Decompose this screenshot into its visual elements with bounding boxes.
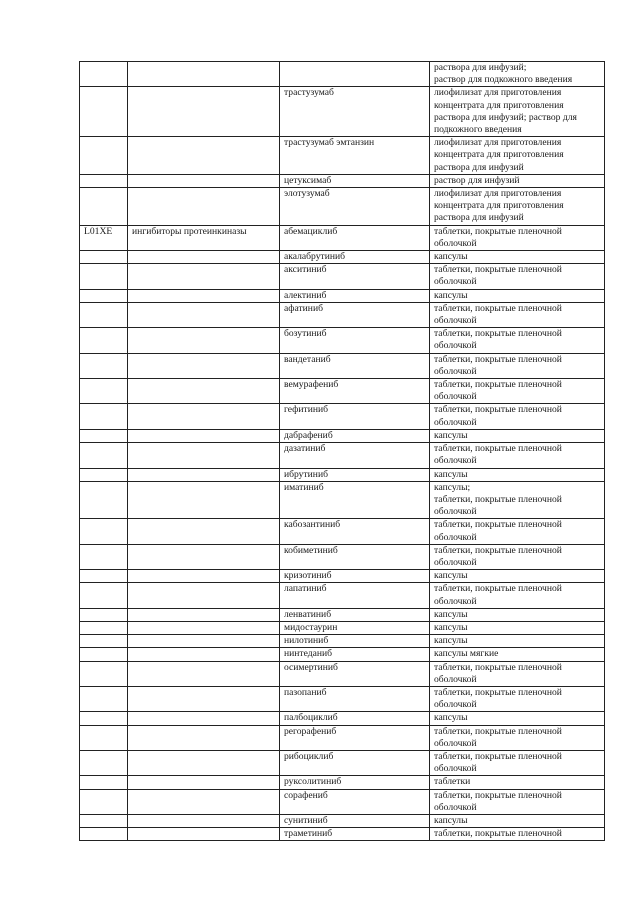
table-row xyxy=(80,251,605,264)
dosage-form-cell: капсулы xyxy=(430,712,605,725)
atc-code-cell xyxy=(80,468,128,481)
atc-code-cell xyxy=(80,686,128,711)
drug-name-cell: нинтеданиб xyxy=(280,648,430,661)
table-row xyxy=(80,789,605,814)
atc-code-cell xyxy=(80,481,128,519)
dosage-form-cell: таблетки, покрытые пленочной оболочкой xyxy=(430,750,605,775)
dosage-form-cell: капсулы xyxy=(430,814,605,827)
drug-name-cell: бозутиниб xyxy=(280,328,430,353)
group-cell xyxy=(128,519,280,544)
table-row xyxy=(80,443,605,468)
atc-code-cell xyxy=(80,608,128,621)
group-cell xyxy=(128,328,280,353)
atc-code-cell xyxy=(80,621,128,634)
group-cell xyxy=(128,712,280,725)
table-row xyxy=(80,712,605,725)
atc-code-cell xyxy=(80,443,128,468)
group-cell xyxy=(128,468,280,481)
atc-code-cell xyxy=(80,62,128,87)
table-row xyxy=(80,289,605,302)
group-cell xyxy=(128,137,280,175)
atc-code-cell xyxy=(80,519,128,544)
drug-name-cell: пазопаниб xyxy=(280,686,430,711)
group-cell xyxy=(128,621,280,634)
table-row xyxy=(80,635,605,648)
dosage-form-cell: таблетки, покрытые пленочной оболочкой xyxy=(430,302,605,327)
table-row xyxy=(80,379,605,404)
drug-name-cell: сорафениб xyxy=(280,789,430,814)
group-cell xyxy=(128,750,280,775)
dosage-form-cell: таблетки, покрытые пленочной оболочкой xyxy=(430,443,605,468)
table-row xyxy=(80,544,605,569)
dosage-form-cell: раствор для инфузий xyxy=(430,174,605,187)
group-cell xyxy=(128,429,280,442)
dosage-form-cell: лиофилизат для приготовления концентрата для приготовления раствора для инфузий xyxy=(430,188,605,226)
drug-name-cell: руксолитиниб xyxy=(280,776,430,789)
group-cell xyxy=(128,251,280,264)
drug-name-cell: сунитиниб xyxy=(280,814,430,827)
drug-table-body xyxy=(80,62,605,841)
dosage-form-cell: таблетки, покрытые пленочной xyxy=(430,828,605,841)
atc-code-cell xyxy=(80,188,128,226)
table-row xyxy=(80,188,605,226)
drug-name-cell: вандетаниб xyxy=(280,353,430,378)
atc-code-cell xyxy=(80,712,128,725)
table-row xyxy=(80,608,605,621)
drug-name-cell: рибоциклиб xyxy=(280,750,430,775)
atc-code-cell xyxy=(80,251,128,264)
group-cell xyxy=(128,776,280,789)
drug-name-cell: кобиметиниб xyxy=(280,544,430,569)
group-cell xyxy=(128,302,280,327)
drug-name-cell: ибрутиниб xyxy=(280,468,430,481)
drug-name-cell xyxy=(280,62,430,87)
atc-code-cell xyxy=(80,289,128,302)
drug-name-cell: трастузумаб эмтанзин xyxy=(280,137,430,175)
dosage-form-cell: капсулы xyxy=(430,429,605,442)
group-cell xyxy=(128,814,280,827)
table-row xyxy=(80,686,605,711)
drug-name-cell: мидостаурин xyxy=(280,621,430,634)
atc-code-cell xyxy=(80,725,128,750)
group-cell xyxy=(128,174,280,187)
dosage-form-cell: капсулы xyxy=(430,251,605,264)
atc-code-cell: L01XE xyxy=(80,225,128,250)
group-cell xyxy=(128,583,280,608)
atc-code-cell xyxy=(80,404,128,429)
table-row xyxy=(80,621,605,634)
drug-name-cell: лапатиниб xyxy=(280,583,430,608)
group-cell xyxy=(128,62,280,87)
atc-code-cell xyxy=(80,302,128,327)
dosage-form-cell: таблетки, покрытые пленочной оболочкой xyxy=(430,353,605,378)
table-row xyxy=(80,583,605,608)
group-cell xyxy=(128,87,280,137)
table-row xyxy=(80,814,605,827)
drug-name-cell: палбоциклиб xyxy=(280,712,430,725)
group-cell xyxy=(128,828,280,841)
group-cell xyxy=(128,686,280,711)
group-cell xyxy=(128,789,280,814)
table-row xyxy=(80,328,605,353)
drug-name-cell: дабрафениб xyxy=(280,429,430,442)
atc-code-cell xyxy=(80,635,128,648)
atc-code-cell xyxy=(80,583,128,608)
drug-name-cell: кризотиниб xyxy=(280,570,430,583)
table-row xyxy=(80,725,605,750)
group-cell: ингибиторы протеинкиназы xyxy=(128,225,280,250)
drug-name-cell: вемурафениб xyxy=(280,379,430,404)
dosage-form-cell: капсулы xyxy=(430,570,605,583)
dosage-form-cell: таблетки, покрытые пленочной оболочкой xyxy=(430,544,605,569)
dosage-form-cell: капсулы xyxy=(430,608,605,621)
drug-name-cell: афатиниб xyxy=(280,302,430,327)
table-row xyxy=(80,429,605,442)
group-cell xyxy=(128,379,280,404)
drug-name-cell: нилотиниб xyxy=(280,635,430,648)
atc-code-cell xyxy=(80,174,128,187)
table-row xyxy=(80,661,605,686)
dosage-form-cell: капсулы; таблетки, покрытые пленочной оболочкой xyxy=(430,481,605,519)
dosage-form-cell: капсулы мягкие xyxy=(430,648,605,661)
table-row xyxy=(80,302,605,327)
drug-name-cell: осимертиниб xyxy=(280,661,430,686)
drug-name-cell: ленватиниб xyxy=(280,608,430,621)
drug-table xyxy=(79,61,605,841)
atc-code-cell xyxy=(80,379,128,404)
table-row xyxy=(80,174,605,187)
dosage-form-cell: таблетки, покрытые пленочной оболочкой xyxy=(430,725,605,750)
table-row xyxy=(80,750,605,775)
group-cell xyxy=(128,481,280,519)
group-cell xyxy=(128,289,280,302)
atc-code-cell xyxy=(80,828,128,841)
dosage-form-cell: таблетки, покрытые пленочной оболочкой xyxy=(430,379,605,404)
atc-code-cell xyxy=(80,137,128,175)
dosage-form-cell: капсулы xyxy=(430,468,605,481)
atc-code-cell xyxy=(80,429,128,442)
atc-code-cell xyxy=(80,570,128,583)
drug-name-cell: дазатиниб xyxy=(280,443,430,468)
dosage-form-cell: таблетки, покрытые пленочной оболочкой xyxy=(430,789,605,814)
dosage-form-cell: капсулы xyxy=(430,621,605,634)
group-cell xyxy=(128,661,280,686)
dosage-form-cell: таблетки, покрытые пленочной оболочкой xyxy=(430,264,605,289)
dosage-form-cell: таблетки, покрытые пленочной оболочкой xyxy=(430,519,605,544)
drug-name-cell: акситиниб xyxy=(280,264,430,289)
atc-code-cell xyxy=(80,264,128,289)
table-row xyxy=(80,828,605,841)
dosage-form-cell: таблетки, покрытые пленочной оболочкой xyxy=(430,225,605,250)
dosage-form-cell: таблетки, покрытые пленочной оболочкой xyxy=(430,404,605,429)
drug-name-cell: траметиниб xyxy=(280,828,430,841)
atc-code-cell xyxy=(80,814,128,827)
atc-code-cell xyxy=(80,544,128,569)
atc-code-cell xyxy=(80,776,128,789)
drug-name-cell: кабозантиниб xyxy=(280,519,430,544)
atc-code-cell xyxy=(80,87,128,137)
group-cell xyxy=(128,725,280,750)
drug-name-cell: цетуксимаб xyxy=(280,174,430,187)
table-row xyxy=(80,519,605,544)
drug-name-cell: акалабрутиниб xyxy=(280,251,430,264)
table-row xyxy=(80,353,605,378)
atc-code-cell xyxy=(80,789,128,814)
group-cell xyxy=(128,264,280,289)
table-row xyxy=(80,404,605,429)
dosage-form-cell: таблетки xyxy=(430,776,605,789)
atc-code-cell xyxy=(80,328,128,353)
drug-name-cell: трастузумаб xyxy=(280,87,430,137)
table-row xyxy=(80,776,605,789)
group-cell xyxy=(128,353,280,378)
drug-name-cell: иматиниб xyxy=(280,481,430,519)
group-cell xyxy=(128,404,280,429)
group-cell xyxy=(128,635,280,648)
dosage-form-cell: таблетки, покрытые пленочной оболочкой xyxy=(430,328,605,353)
table-row xyxy=(80,468,605,481)
table-row xyxy=(80,264,605,289)
table-row xyxy=(80,62,605,87)
table-row xyxy=(80,87,605,137)
dosage-form-cell: раствора для инфузий; раствор для подкожного введения xyxy=(430,62,605,87)
atc-code-cell xyxy=(80,661,128,686)
table-row xyxy=(80,481,605,519)
table-row xyxy=(80,648,605,661)
atc-code-cell xyxy=(80,750,128,775)
group-cell xyxy=(128,544,280,569)
atc-code-cell xyxy=(80,648,128,661)
table-row xyxy=(80,570,605,583)
drug-name-cell: гефитиниб xyxy=(280,404,430,429)
dosage-form-cell: лиофилизат для приготовления концентрата для приготовления раствора для инфузий; раствор для подкожного введения xyxy=(430,87,605,137)
dosage-form-cell: таблетки, покрытые пленочной оболочкой xyxy=(430,661,605,686)
drug-name-cell: абемациклиб xyxy=(280,225,430,250)
drug-name-cell: алектиниб xyxy=(280,289,430,302)
table-row xyxy=(80,225,605,250)
dosage-form-cell: капсулы xyxy=(430,635,605,648)
drug-name-cell: регорафениб xyxy=(280,725,430,750)
group-cell xyxy=(128,648,280,661)
group-cell xyxy=(128,188,280,226)
dosage-form-cell: таблетки, покрытые пленочной оболочкой xyxy=(430,583,605,608)
drug-name-cell: элотузумаб xyxy=(280,188,430,226)
dosage-form-cell: лиофилизат для приготовления концентрата для приготовления раствора для инфузий xyxy=(430,137,605,175)
table-row xyxy=(80,137,605,175)
group-cell xyxy=(128,608,280,621)
dosage-form-cell: капсулы xyxy=(430,289,605,302)
dosage-form-cell: таблетки, покрытые пленочной оболочкой xyxy=(430,686,605,711)
atc-code-cell xyxy=(80,353,128,378)
group-cell xyxy=(128,570,280,583)
group-cell xyxy=(128,443,280,468)
